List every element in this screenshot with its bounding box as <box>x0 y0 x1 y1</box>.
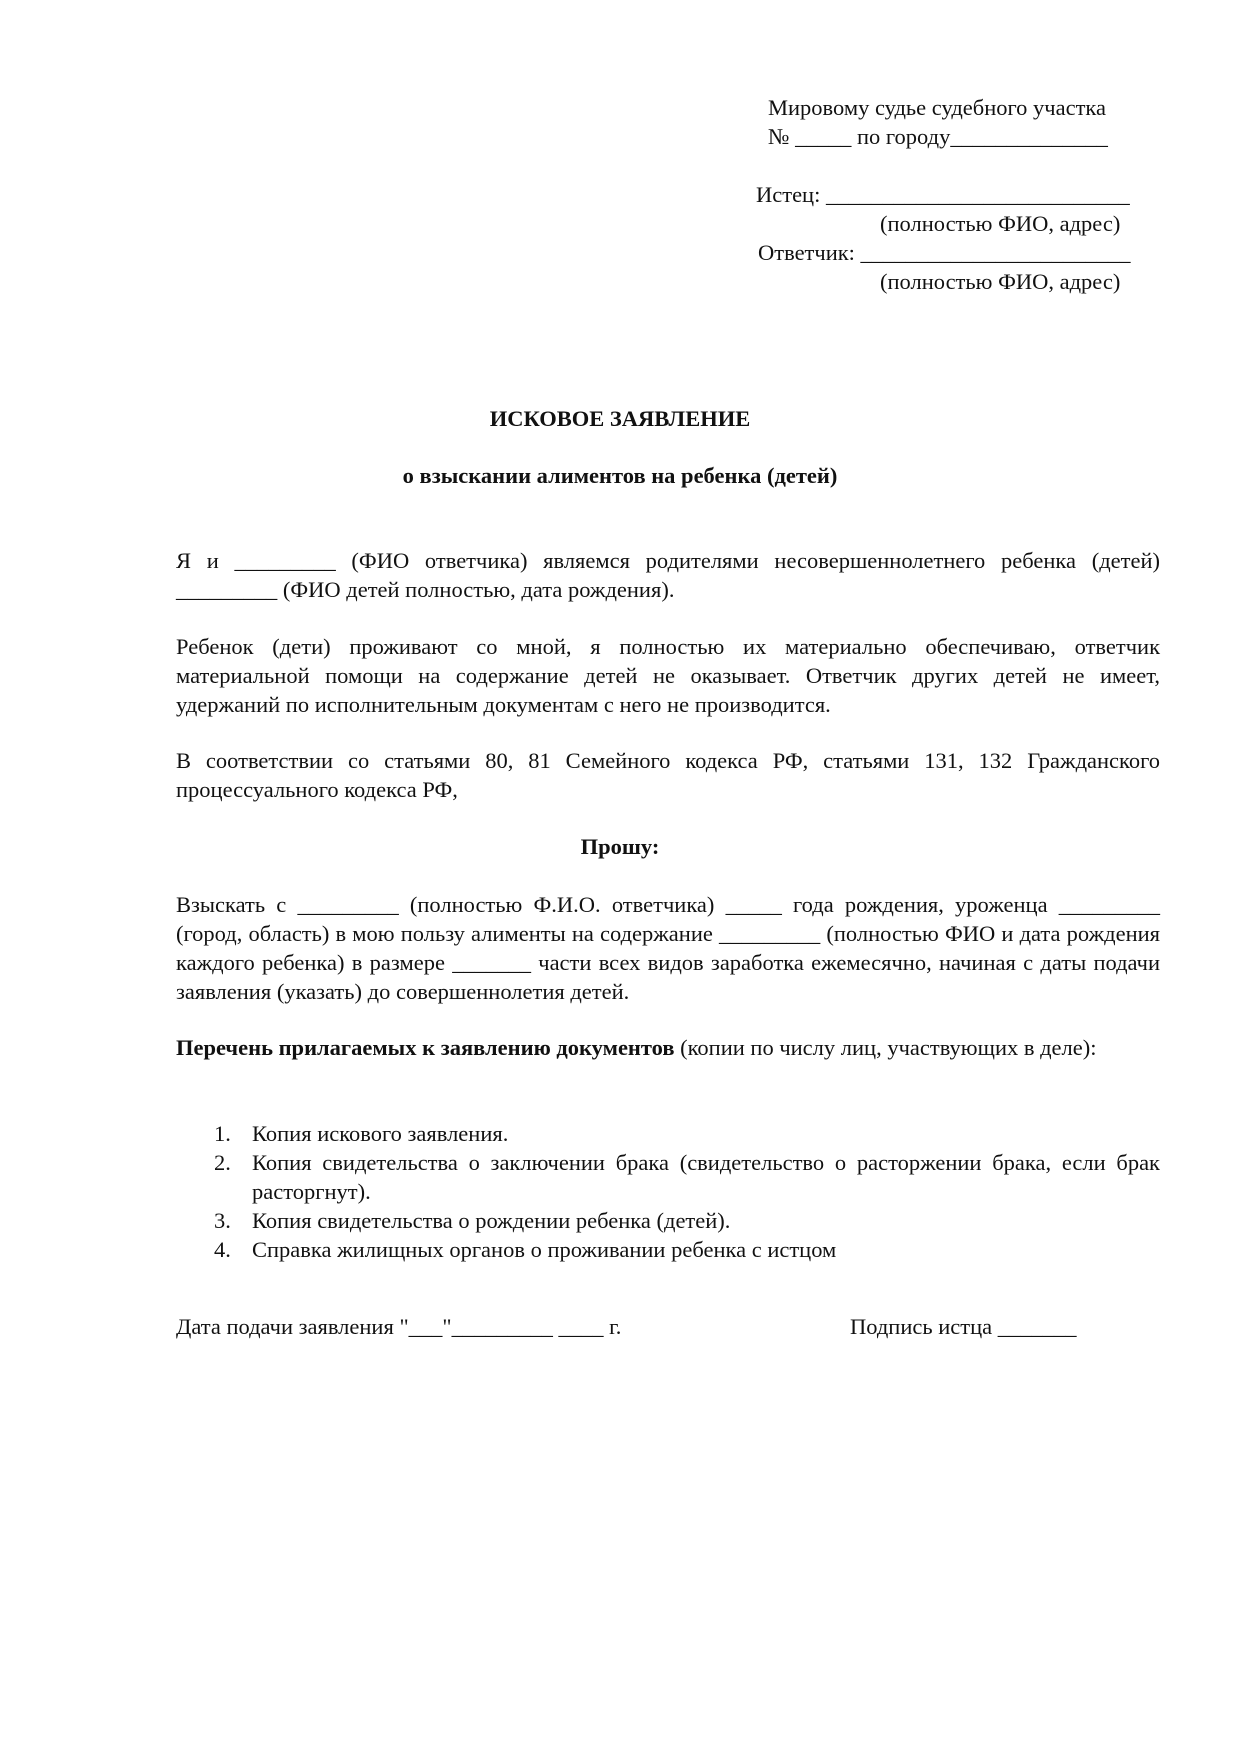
list-item <box>176 1148 1160 1206</box>
plaintiff-hint: (полностью ФИО, адрес) <box>880 211 1121 236</box>
list-item-number: 1. <box>214 1121 231 1146</box>
list-item <box>176 1206 1160 1235</box>
filing-date-line: Дата подачи заявления "___"_________ ____ г. <box>176 1314 622 1339</box>
list-item-number: 4. <box>214 1237 231 1262</box>
paragraph-support: Ребенок (дети) проживают со мной, я полностью их материально обеспечиваю, ответчик материальной помощи на содержание детей не оказывает. Ответчик других детей не имеет, удержаний по исполнительным документам с него не производится. <box>176 634 1160 717</box>
attachments-list <box>176 1119 1160 1264</box>
court-line-2: № _____ по городу______________ <box>768 124 1108 149</box>
plaintiff-line: Истец: ___________________________ <box>756 182 1130 207</box>
attachments-heading-rest: (копии по числу лиц, участвующих в деле): <box>674 1035 1097 1060</box>
defendant-line: Ответчик: ________________________ <box>758 240 1131 265</box>
list-item-text: Копия свидетельства о рождении ребенка (детей). <box>252 1208 731 1233</box>
defendant-hint: (полностью ФИО, адрес) <box>880 269 1121 294</box>
paragraph-legal-basis: В соответствии со статьями 80, 81 Семейного кодекса РФ, статьями 131, 132 Гражданского процессуального кодекса РФ, <box>176 748 1160 802</box>
list-item <box>176 1235 1160 1264</box>
attachments-heading-bold: Перечень прилагаемых к заявлению документов <box>176 1035 675 1060</box>
document-subtitle: о взыскании алиментов на ребенка (детей) <box>402 463 838 488</box>
request-text: Взыскать с _________ (полностью Ф.И.О. ответчика) _____ года рождения, уроженца _________ (город, область) в мою пользу алименты на содержание _________ (полностью ФИО и дата рождения каждого ребенка) в размере _______ части всех видов заработка ежемесячно, начиная с даты подачи заявления (указать) до совершеннолетия детей. <box>176 892 1160 1004</box>
list-item-number: 2. <box>214 1150 231 1175</box>
list-item-text: Копия свидетельства о заключении брака (свидетельство о расторжении брака, если брак расторгнут). <box>252 1150 1160 1204</box>
court-line-1: Мировому судье судебного участка <box>768 95 1106 120</box>
attachments-heading <box>176 1033 1160 1062</box>
list-item <box>176 1119 1160 1148</box>
signature-line: Подпись истца _______ <box>850 1314 1077 1339</box>
list-item-text: Копия искового заявления. <box>252 1121 509 1146</box>
request-heading: Прошу: <box>580 834 660 859</box>
paragraph-parents: Я и _________ (ФИО ответчика) являемся родителями несовершеннолетнего ребенка (детей) _________ (ФИО детей полностью, дата рождения). <box>176 548 1160 602</box>
list-item-text: Справка жилищных органов о проживании ребенка с истцом <box>252 1237 837 1262</box>
list-item-number: 3. <box>214 1208 231 1233</box>
document-title: ИСКОВОЕ ЗАЯВЛЕНИЕ <box>489 406 751 431</box>
